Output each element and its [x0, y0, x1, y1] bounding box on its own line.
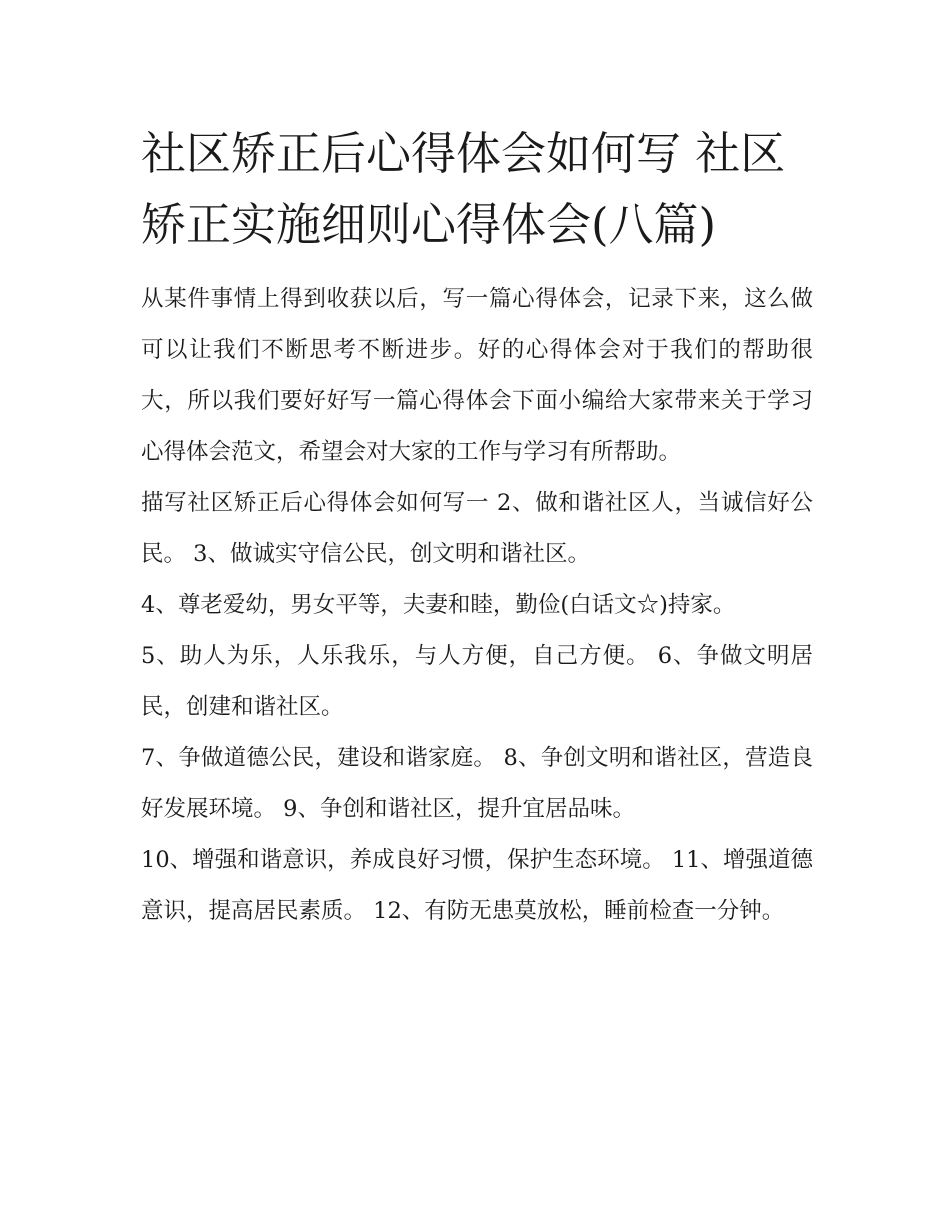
paragraph-4: 7、争做道德公民，建设和谐家庭。 8、争创文明和谐社区，营造良好发展环境。 9、争创和谐社区，提升宜居品味。	[141, 745, 813, 822]
intro-paragraph: 从某件事情上得到收获以后，写一篇心得体会，记录下来，这么做可以让我们不断思考不断进步。好的心得体会对于我们的帮助很大，所以我们要好好写一篇心得体会下面小编给大家带来关于学习心得体会范文，希望会对大家的工作与学习有所帮助。	[141, 286, 813, 465]
document-title: 社区矫正后心得体会如何写 社区矫正实施细则心得体会(八篇)	[141, 127, 786, 251]
paragraph-5: 10、增强和谐意识，养成良好习惯，保护生态环境。 11、增强道德意识，提高居民素质。 12、有防无患莫放松，睡前检查一分钟。	[141, 847, 813, 924]
paragraph-1: 描写社区矫正后心得体会如何写一 2、做和谐社区人，当诚信好公民。 3、做诚实守信公民，创文明和谐社区。	[141, 490, 813, 567]
paragraph-2: 4、尊老爱幼，男女平等，夫妻和睦，勤俭(白话文☆)持家。	[141, 592, 736, 618]
document-body	[141, 118, 813, 937]
paragraph-3: 5、助人为乐，人乐我乐，与人方便，自己方便。 6、争做文明居民，创建和谐社区。	[141, 643, 813, 720]
